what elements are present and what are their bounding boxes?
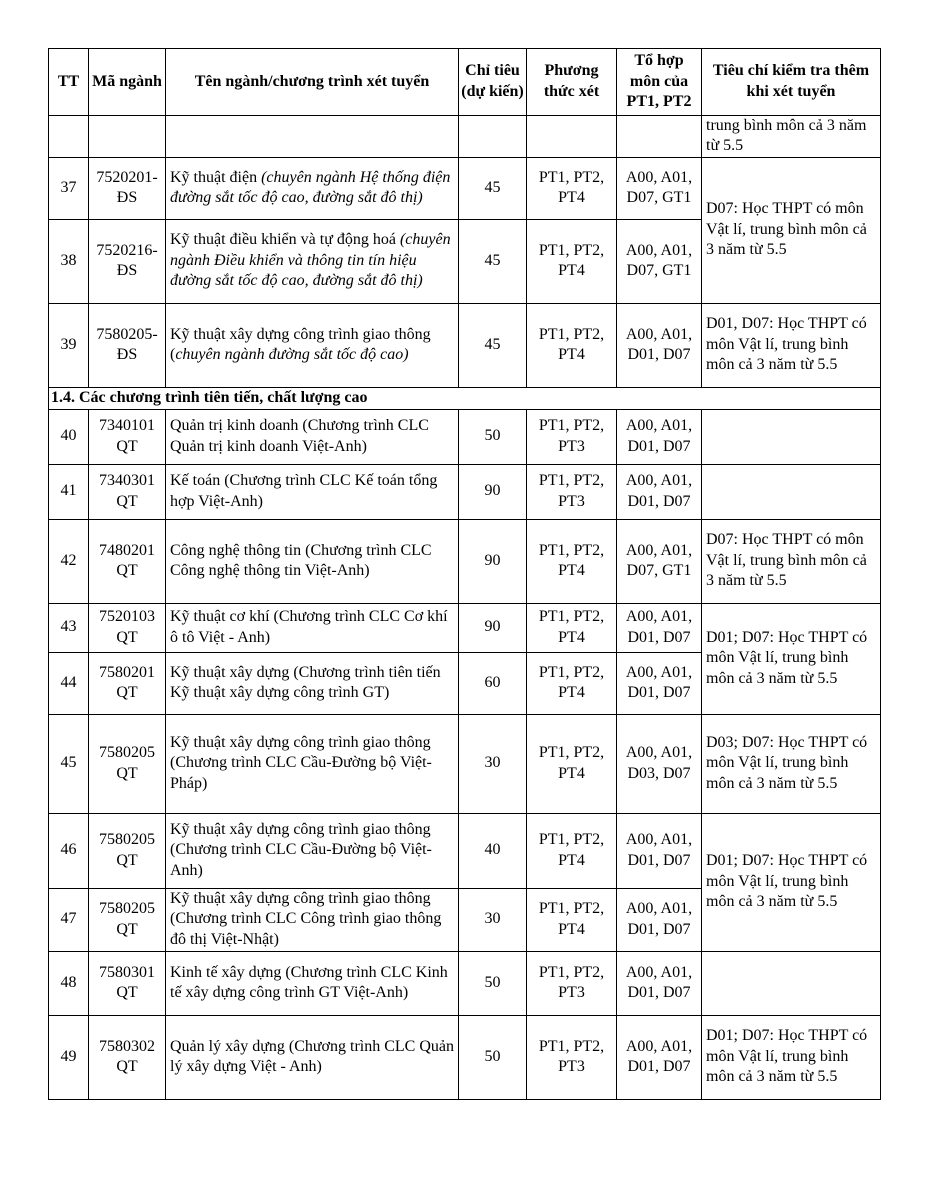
cell-chi-tieu: 90 — [459, 603, 527, 652]
cell-tieu-chi: D01; D07: Học THPT có môn Vật lí, trung bình môn cả 3 năm từ 5.5 — [702, 603, 881, 714]
table-row — [49, 157, 881, 219]
cell-pt — [527, 115, 617, 157]
cell-tt: 46 — [49, 813, 89, 888]
header-chi-tieu: Chỉ tiêu (dự kiến) — [459, 49, 527, 116]
name-italic-text: (chuyên ngành Hệ thống điện đường sắt tốc độ cao, đường sắt đô thị) — [170, 168, 451, 206]
cell-pt: PT1, PT2, PT4 — [527, 603, 617, 652]
cell-name — [166, 115, 459, 157]
cell-chi-tieu: 90 — [459, 519, 527, 603]
table-row — [49, 303, 881, 387]
cell-tieu-chi — [702, 951, 881, 1015]
cell-tieu-chi: D01, D07: Học THPT có môn Vật lí, trung bình môn cả 3 năm từ 5.5 — [702, 303, 881, 387]
cell-ma: 7580301 QT — [89, 951, 166, 1015]
cell-tt: 39 — [49, 303, 89, 387]
cell-pt: PT1, PT2, PT3 — [527, 951, 617, 1015]
cell-chi-tieu — [459, 115, 527, 157]
cell-chi-tieu: 50 — [459, 951, 527, 1015]
cell-name — [166, 157, 459, 219]
cell-name: Kỹ thuật xây dựng công trình giao thông (Chương trình CLC Công trình giao thông đô thị Việt-Nhật) — [166, 888, 459, 951]
cell-ma: 7580205-ĐS — [89, 303, 166, 387]
cell-pt: PT1, PT2, PT3 — [527, 1015, 617, 1099]
name-italic-text: chuyên ngành đường sắt tốc độ cao) — [175, 346, 409, 363]
cell-tieu-chi: D01; D07: Học THPT có môn Vật lí, trung bình môn cả 3 năm từ 5.5 — [702, 813, 881, 951]
cell-name: Quản trị kinh doanh (Chương trình CLC Quản trị kinh doanh Việt-Anh) — [166, 409, 459, 464]
cell-to-hop: A00, A01, D07, GT1 — [617, 157, 702, 219]
cell-ma: 7520201-ĐS — [89, 157, 166, 219]
cell-tt: 42 — [49, 519, 89, 603]
table-row — [49, 714, 881, 813]
cell-chi-tieu: 50 — [459, 1015, 527, 1099]
admissions-table — [48, 48, 881, 1100]
cell-tt: 41 — [49, 464, 89, 519]
cell-to-hop: A00, A01, D01, D07 — [617, 951, 702, 1015]
cell-name: Kỹ thuật xây dựng công trình giao thông (Chương trình CLC Cầu-Đường bộ Việt-Anh) — [166, 813, 459, 888]
cell-tt: 47 — [49, 888, 89, 951]
header-to-hop: Tổ hợp môn của PT1, PT2 — [617, 49, 702, 116]
cell-tieu-chi — [702, 409, 881, 464]
header-tieu-chi: Tiêu chí kiểm tra thêm khi xét tuyển — [702, 49, 881, 116]
cell-tt — [49, 115, 89, 157]
cell-name — [166, 219, 459, 303]
table-row-continuation — [49, 115, 881, 157]
cell-ma: 7580201 QT — [89, 652, 166, 714]
header-phuong-thuc: Phương thức xét — [527, 49, 617, 116]
cell-name: Kế toán (Chương trình CLC Kế toán tổng hợp Việt-Anh) — [166, 464, 459, 519]
cell-name: Kinh tế xây dựng (Chương trình CLC Kinh tế xây dựng công trình GT Việt-Anh) — [166, 951, 459, 1015]
name-text: Kỹ thuật xây dựng công trình giao thông ( — [170, 325, 431, 363]
section-row — [49, 387, 881, 409]
cell-chi-tieu: 90 — [459, 464, 527, 519]
table-row — [49, 519, 881, 603]
cell-tieu-chi: trung bình môn cả 3 năm từ 5.5 — [702, 115, 881, 157]
cell-chi-tieu: 50 — [459, 409, 527, 464]
cell-to-hop: A00, A01, D01, D07 — [617, 813, 702, 888]
cell-pt: PT1, PT2, PT4 — [527, 888, 617, 951]
cell-ma: 7580205 QT — [89, 714, 166, 813]
cell-to-hop: A00, A01, D07, GT1 — [617, 519, 702, 603]
cell-ma: 7580205 QT — [89, 813, 166, 888]
cell-tieu-chi: D01; D07: Học THPT có môn Vật lí, trung bình môn cả 3 năm từ 5.5 — [702, 1015, 881, 1099]
cell-tt: 40 — [49, 409, 89, 464]
cell-pt: PT1, PT2, PT4 — [527, 652, 617, 714]
cell-tt: 44 — [49, 652, 89, 714]
cell-chi-tieu: 40 — [459, 813, 527, 888]
cell-chi-tieu: 30 — [459, 714, 527, 813]
cell-pt: PT1, PT2, PT4 — [527, 157, 617, 219]
cell-ma — [89, 115, 166, 157]
cell-tieu-chi: D07: Học THPT có môn Vật lí, trung bình môn cả 3 năm từ 5.5 — [702, 519, 881, 603]
cell-tt: 38 — [49, 219, 89, 303]
cell-pt: PT1, PT2, PT3 — [527, 464, 617, 519]
cell-tieu-chi: D03; D07: Học THPT có môn Vật lí, trung bình môn cả 3 năm từ 5.5 — [702, 714, 881, 813]
header-ten-nganh: Tên ngành/chương trình xét tuyển — [166, 49, 459, 116]
cell-pt: PT1, PT2, PT4 — [527, 813, 617, 888]
cell-pt: PT1, PT2, PT4 — [527, 219, 617, 303]
cell-tt: 37 — [49, 157, 89, 219]
cell-to-hop: A00, A01, D01, D07 — [617, 464, 702, 519]
cell-to-hop: A00, A01, D01, D07 — [617, 652, 702, 714]
cell-to-hop: A00, A01, D07, GT1 — [617, 219, 702, 303]
cell-ma: 7340101 QT — [89, 409, 166, 464]
cell-tt: 49 — [49, 1015, 89, 1099]
cell-to-hop: A00, A01, D01, D07 — [617, 409, 702, 464]
cell-to-hop: A00, A01, D01, D07 — [617, 603, 702, 652]
cell-tieu-chi: D07: Học THPT có môn Vật lí, trung bình môn cả 3 năm từ 5.5 — [702, 157, 881, 303]
cell-to-hop: A00, A01, D01, D07 — [617, 303, 702, 387]
cell-ma: 7520103 QT — [89, 603, 166, 652]
cell-to-hop: A00, A01, D01, D07 — [617, 888, 702, 951]
cell-chi-tieu: 60 — [459, 652, 527, 714]
cell-name: Kỹ thuật cơ khí (Chương trình CLC Cơ khí ô tô Việt - Anh) — [166, 603, 459, 652]
cell-tt: 43 — [49, 603, 89, 652]
cell-name: Kỹ thuật xây dựng công trình giao thông (Chương trình CLC Cầu-Đường bộ Việt-Pháp) — [166, 714, 459, 813]
cell-name: Kỹ thuật xây dựng (Chương trình tiên tiến Kỹ thuật xây dựng công trình GT) — [166, 652, 459, 714]
cell-name: Công nghệ thông tin (Chương trình CLC Công nghệ thông tin Việt-Anh) — [166, 519, 459, 603]
cell-tieu-chi — [702, 464, 881, 519]
table-row — [49, 603, 881, 652]
cell-chi-tieu: 45 — [459, 157, 527, 219]
header-tt: TT — [49, 49, 89, 116]
cell-ma: 7580302 QT — [89, 1015, 166, 1099]
cell-pt: PT1, PT2, PT3 — [527, 409, 617, 464]
cell-ma: 7480201 QT — [89, 519, 166, 603]
name-italic-text: (chuyên ngành Điều khiển và thông tin tín hiệu đường sắt tốc độ cao, đường sắt đô thị) — [170, 231, 451, 290]
cell-tt: 48 — [49, 951, 89, 1015]
table-row — [49, 813, 881, 888]
cell-name — [166, 303, 459, 387]
cell-to-hop — [617, 115, 702, 157]
cell-to-hop: A00, A01, D03, D07 — [617, 714, 702, 813]
table-row — [49, 464, 881, 519]
name-text: Kỹ thuật điều khiển và tự động hoá — [170, 231, 400, 249]
cell-pt: PT1, PT2, PT4 — [527, 519, 617, 603]
cell-ma: 7580205 QT — [89, 888, 166, 951]
cell-name: Quản lý xây dựng (Chương trình CLC Quản lý xây dựng Việt - Anh) — [166, 1015, 459, 1099]
cell-pt: PT1, PT2, PT4 — [527, 714, 617, 813]
table-row — [49, 409, 881, 464]
header-row — [49, 49, 881, 116]
name-text: Kỹ thuật điện — [170, 168, 262, 186]
table-row — [49, 1015, 881, 1099]
cell-pt: PT1, PT2, PT4 — [527, 303, 617, 387]
cell-chi-tieu: 45 — [459, 303, 527, 387]
cell-ma: 7520216-ĐS — [89, 219, 166, 303]
cell-tt: 45 — [49, 714, 89, 813]
cell-ma: 7340301 QT — [89, 464, 166, 519]
cell-to-hop: A00, A01, D01, D07 — [617, 1015, 702, 1099]
header-ma-nganh: Mã ngành — [89, 49, 166, 116]
table-row — [49, 951, 881, 1015]
section-title: 1.4. Các chương trình tiên tiến, chất lượng cao — [49, 387, 881, 409]
cell-chi-tieu: 45 — [459, 219, 527, 303]
cell-chi-tieu: 30 — [459, 888, 527, 951]
